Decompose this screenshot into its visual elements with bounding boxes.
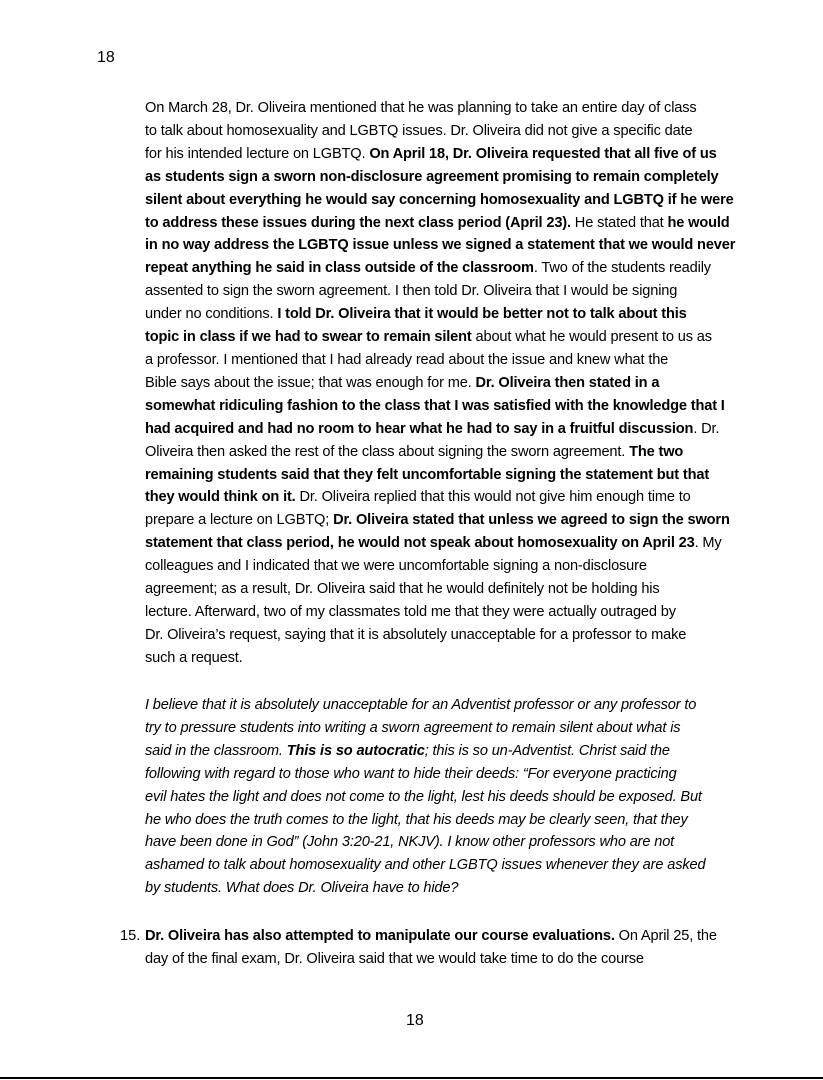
text-line bbox=[145, 349, 735, 372]
bold-text-run: as students sign a sworn non-disclosure agreement promising to remain completely bbox=[145, 168, 719, 185]
text-run: agreement; as a result, Dr. Oliveira said that he would definitely not be holding his bbox=[145, 581, 660, 598]
page-bottom-border bbox=[0, 1077, 823, 1079]
text-line bbox=[145, 877, 735, 900]
text-run: Oliveira then asked the rest of the class about signing the sworn agreement. bbox=[145, 443, 630, 460]
text-run: . Dr. bbox=[693, 420, 720, 437]
bold-text-run: remaining students said that they felt uncomfortable signing the statement but that bbox=[145, 466, 710, 483]
list-item-15-text bbox=[145, 925, 735, 971]
text-line bbox=[145, 831, 735, 854]
bold-text-run: in no way address the LGBTQ issue unless we signed a statement that we would never bbox=[145, 237, 736, 254]
text-run: He stated that bbox=[570, 214, 668, 231]
bold-text-run: he would bbox=[667, 214, 730, 231]
text-run: for his intended lecture on LGBTQ. bbox=[145, 145, 370, 162]
text-line bbox=[145, 166, 735, 189]
text-line bbox=[145, 532, 735, 555]
list-item-number: 15. bbox=[120, 928, 141, 944]
bold-text-run: This is so autocratic bbox=[286, 742, 425, 759]
text-line bbox=[145, 948, 735, 971]
text-run: try to pressure students into writing a sworn agreement to remain silent about what is bbox=[145, 719, 681, 736]
bold-text-run: repeat anything he said in class outside of the classroom bbox=[145, 260, 534, 277]
text-run: under no conditions. bbox=[145, 306, 278, 323]
text-run: assented to sign the sworn agreement. I then told Dr. Oliveira that I would be signing bbox=[145, 283, 678, 300]
text-run: he who does the truth comes to the light, that his deeds may be clearly seen, that they bbox=[145, 811, 688, 828]
bold-text-run: to address these issues during the next class period (April 23). bbox=[145, 214, 571, 231]
text-line bbox=[145, 740, 735, 763]
text-line bbox=[145, 212, 735, 235]
text-run: day of the final exam, Dr. Oliveira said that we would take time to do the course bbox=[145, 950, 644, 967]
text-run: a professor. I mentioned that I had already read about the issue and knew what the bbox=[145, 351, 669, 368]
text-run: lecture. Afterward, two of my classmates told me that they were actually outraged by bbox=[145, 603, 676, 620]
paragraph-opinion bbox=[145, 694, 735, 900]
bold-text-run: I told Dr. Oliveira that it would be better not to talk about this bbox=[277, 306, 687, 323]
text-run: about what he would present to us as bbox=[471, 329, 712, 346]
bold-text-run: The two bbox=[629, 443, 684, 460]
text-run: On March 28, Dr. Oliveira mentioned that he was planning to take an entire day of class bbox=[145, 100, 697, 116]
text-run: Dr. Oliveira replied that this would not give him enough time to bbox=[295, 489, 691, 506]
text-run: I believe that it is absolutely unacceptable for an Adventist professor or any professor to bbox=[145, 697, 697, 713]
text-run: following with regard to those who want to hide their deeds: “For everyone practicing bbox=[145, 765, 677, 782]
text-line bbox=[145, 555, 735, 578]
text-line bbox=[145, 372, 735, 395]
text-run: . Two of the students readily bbox=[533, 260, 711, 277]
text-line bbox=[145, 509, 735, 532]
text-line bbox=[145, 763, 735, 786]
text-line bbox=[145, 189, 735, 212]
bold-text-run: somewhat ridiculing fashion to the class that I was satisfied with the knowledge that I bbox=[145, 397, 725, 414]
text-line bbox=[145, 326, 735, 349]
text-line bbox=[145, 303, 735, 326]
text-run: ; this is so un-Adventist. Christ said the bbox=[424, 742, 670, 759]
page-number-footer: 18 bbox=[406, 1012, 424, 1029]
text-line bbox=[145, 395, 735, 418]
text-line bbox=[145, 143, 735, 166]
bold-text-run: On April 18, Dr. Oliveira requested that all five of us bbox=[369, 145, 717, 162]
text-line bbox=[145, 786, 735, 809]
text-line bbox=[145, 854, 735, 877]
text-line bbox=[145, 441, 735, 464]
bold-text-run: had acquired and had no room to hear what he had to say in a fruitful discussion bbox=[145, 420, 694, 437]
text-run: by students. What does Dr. Oliveira have to hide? bbox=[145, 880, 459, 897]
text-line bbox=[145, 97, 735, 120]
text-line bbox=[145, 234, 735, 257]
bold-text-run: topic in class if we had to swear to remain silent bbox=[145, 329, 472, 346]
text-run: prepare a lecture on LGBTQ; bbox=[145, 512, 334, 529]
text-run: to talk about homosexuality and LGBTQ issues. Dr. Oliveira did not give a specific date bbox=[145, 122, 693, 139]
text-run: evil hates the light and does not come to the light, lest his deeds should be exposed. But bbox=[145, 788, 702, 805]
bold-text-run: Dr. Oliveira then stated in a bbox=[475, 374, 660, 391]
text-run: Dr. Oliveira’s request, saying that it is absolutely unacceptable for a professor to make bbox=[145, 626, 687, 643]
text-line bbox=[145, 486, 735, 509]
text-line bbox=[145, 925, 735, 948]
text-line bbox=[145, 717, 735, 740]
text-line bbox=[145, 578, 735, 601]
text-line bbox=[145, 120, 735, 143]
text-line bbox=[145, 280, 735, 303]
bold-text-run: silent about everything he would say concerning homosexuality and LGBTQ if he were bbox=[145, 191, 734, 208]
text-run: . My bbox=[694, 535, 722, 552]
text-line bbox=[145, 257, 735, 280]
text-line bbox=[145, 601, 735, 624]
text-run: such a request. bbox=[145, 649, 243, 666]
text-run: have been done in God” (John 3:20-21, NKJV). I know other professors who are not bbox=[145, 834, 675, 851]
text-run: On April 25, the bbox=[614, 928, 717, 944]
text-line bbox=[145, 809, 735, 832]
bold-text-run: statement that class period, he would not speak about homosexuality on April 23 bbox=[145, 535, 695, 552]
text-line bbox=[145, 624, 735, 647]
text-line bbox=[145, 418, 735, 441]
text-line bbox=[145, 647, 735, 670]
text-run: Bible says about the issue; that was enough for me. bbox=[145, 374, 476, 391]
text-run: said in the classroom. bbox=[145, 742, 287, 759]
text-run: ashamed to talk about homosexuality and other LGBTQ issues whenever they are asked bbox=[145, 857, 706, 874]
text-run: colleagues and I indicated that we were uncomfortable signing a non-disclosure bbox=[145, 558, 647, 575]
bold-text-run: Dr. Oliveira stated that unless we agreed to sign the sworn bbox=[333, 512, 730, 529]
bold-text-run: Dr. Oliveira has also attempted to manipulate our course evaluations. bbox=[145, 928, 615, 944]
page-number-header: 18 bbox=[97, 49, 115, 66]
text-line bbox=[145, 694, 735, 717]
bold-text-run: they would think on it. bbox=[145, 489, 296, 506]
text-line bbox=[145, 464, 735, 487]
paragraph-march-28 bbox=[145, 97, 735, 670]
